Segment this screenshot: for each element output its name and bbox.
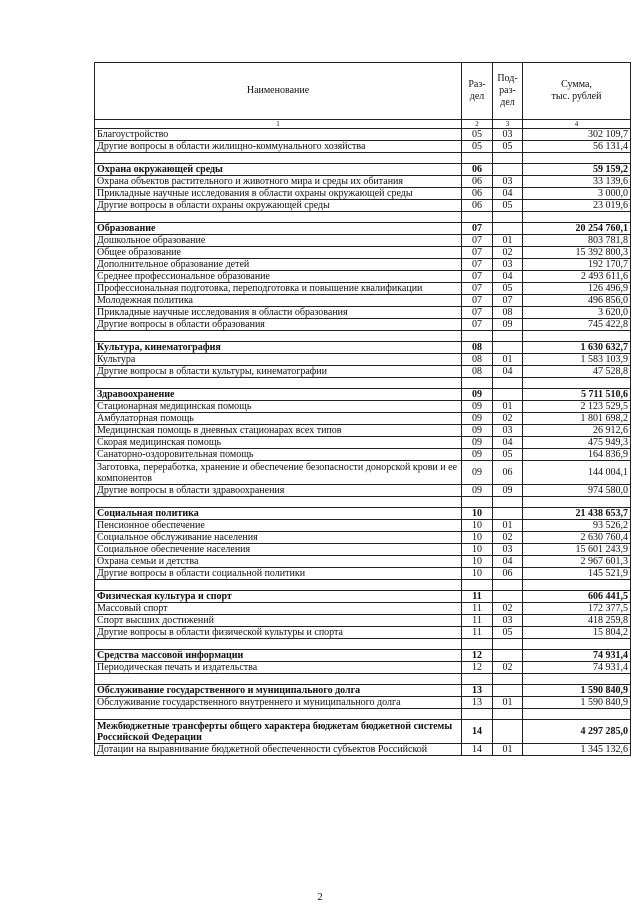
row-name: Профессиональная подготовка, переподготовка и повышение квалификации — [95, 283, 462, 295]
row-section-code: 07 — [462, 235, 493, 247]
empty-cell — [462, 639, 493, 650]
row-name: Обслуживание государственного и муниципального долга — [95, 685, 462, 697]
table-row — [95, 307, 631, 319]
row-amount: 26 912,6 — [523, 425, 631, 437]
row-name: Охрана семьи и детства — [95, 556, 462, 568]
table-row — [95, 425, 631, 437]
row-subsection-code: 05 — [493, 449, 523, 461]
empty-cell — [523, 580, 631, 591]
spacer-row — [95, 639, 631, 650]
empty-cell — [523, 212, 631, 223]
row-amount: 59 159,2 — [523, 164, 631, 176]
empty-cell — [462, 331, 493, 342]
empty-cell — [493, 153, 523, 164]
spacer-row — [95, 331, 631, 342]
table-row — [95, 556, 631, 568]
row-name: Прикладные научные исследования в области охраны окружающей среды — [95, 188, 462, 200]
row-section-code: 10 — [462, 508, 493, 520]
row-name: Другие вопросы в области образования — [95, 319, 462, 331]
row-amount: 1 590 840,9 — [523, 685, 631, 697]
table-row — [95, 485, 631, 497]
row-amount: 20 254 760,1 — [523, 223, 631, 235]
row-name: Социальная политика — [95, 508, 462, 520]
column-number: 3 — [493, 120, 523, 129]
row-name: Обслуживание государственного внутреннего и муниципального долга — [95, 697, 462, 709]
table-row — [95, 247, 631, 259]
row-amount: 1 583 103,9 — [523, 354, 631, 366]
empty-cell — [493, 497, 523, 508]
row-amount: 164 836,9 — [523, 449, 631, 461]
row-amount: 145 521,9 — [523, 568, 631, 580]
row-section-code: 10 — [462, 520, 493, 532]
row-amount: 606 441,5 — [523, 591, 631, 603]
row-subsection-code: 03 — [493, 544, 523, 556]
table-row — [95, 437, 631, 449]
empty-cell — [462, 212, 493, 223]
row-name: Благоустройство — [95, 129, 462, 141]
empty-cell — [95, 639, 462, 650]
row-name: Общее образование — [95, 247, 462, 259]
row-section-code: 13 — [462, 697, 493, 709]
row-section-code: 07 — [462, 223, 493, 235]
header-subsection: Под- раз- дел — [493, 63, 523, 120]
row-section-code: 09 — [462, 425, 493, 437]
row-amount: 93 526,2 — [523, 520, 631, 532]
budget-table — [94, 62, 631, 756]
table-row — [95, 461, 631, 485]
empty-cell — [462, 378, 493, 389]
empty-cell — [493, 331, 523, 342]
row-section-code: 10 — [462, 532, 493, 544]
section-total-row — [95, 342, 631, 354]
empty-cell — [95, 709, 462, 720]
header-amount: Сумма, тыс. рублей — [523, 63, 631, 120]
row-section-code: 12 — [462, 650, 493, 662]
row-name: Стационарная медицинская помощь — [95, 401, 462, 413]
row-subsection-code: 05 — [493, 627, 523, 639]
row-amount: 15 392 800,3 — [523, 247, 631, 259]
row-section-code: 06 — [462, 200, 493, 212]
row-amount: 4 297 285,0 — [523, 720, 631, 744]
section-total-row — [95, 685, 631, 697]
table-row — [95, 176, 631, 188]
row-section-code: 09 — [462, 461, 493, 485]
row-subsection-code: 01 — [493, 520, 523, 532]
row-section-code: 08 — [462, 342, 493, 354]
row-amount: 302 109,7 — [523, 129, 631, 141]
row-section-code: 07 — [462, 283, 493, 295]
row-amount: 1 345 132,6 — [523, 744, 631, 756]
row-name: Заготовка, переработка, хранение и обеспечение безопасности донорской крови и ее компонентов — [95, 461, 462, 485]
row-subsection-code — [493, 591, 523, 603]
row-amount: 1 590 840,9 — [523, 697, 631, 709]
row-name: Межбюджетные трансферты общего характера бюджетам бюджетной системы Российской Федерации — [95, 720, 462, 744]
row-amount: 56 131,4 — [523, 141, 631, 153]
row-name: Дотации на выравнивание бюджетной обеспеченности субъектов Российской — [95, 744, 462, 756]
row-subsection-code: 04 — [493, 188, 523, 200]
table-row — [95, 295, 631, 307]
row-subsection-code — [493, 720, 523, 744]
row-name: Другие вопросы в области социальной политики — [95, 568, 462, 580]
row-amount: 74 931,4 — [523, 650, 631, 662]
row-section-code: 05 — [462, 129, 493, 141]
row-name: Здравоохранение — [95, 389, 462, 401]
row-subsection-code: 03 — [493, 425, 523, 437]
row-subsection-code: 03 — [493, 129, 523, 141]
row-section-code: 09 — [462, 449, 493, 461]
row-subsection-code: 01 — [493, 744, 523, 756]
row-name: Культура, кинематография — [95, 342, 462, 354]
row-name: Другие вопросы в области здравоохранения — [95, 485, 462, 497]
row-subsection-code: 04 — [493, 437, 523, 449]
row-amount: 21 438 653,7 — [523, 508, 631, 520]
row-amount: 126 496,9 — [523, 283, 631, 295]
row-amount: 3 620,0 — [523, 307, 631, 319]
row-section-code: 09 — [462, 389, 493, 401]
row-name: Молодежная политика — [95, 295, 462, 307]
table-row — [95, 319, 631, 331]
empty-cell — [462, 580, 493, 591]
empty-cell — [523, 674, 631, 685]
row-amount: 33 139,6 — [523, 176, 631, 188]
row-amount: 496 856,0 — [523, 295, 631, 307]
row-section-code: 09 — [462, 485, 493, 497]
row-amount: 418 259,8 — [523, 615, 631, 627]
empty-cell — [462, 674, 493, 685]
row-subsection-code: 02 — [493, 247, 523, 259]
spacer-row — [95, 378, 631, 389]
row-subsection-code: 02 — [493, 532, 523, 544]
table-row — [95, 401, 631, 413]
table-row — [95, 271, 631, 283]
row-section-code: 13 — [462, 685, 493, 697]
row-name: Прикладные научные исследования в области образования — [95, 307, 462, 319]
row-name: Охрана объектов растительного и животного мира и среды их обитания — [95, 176, 462, 188]
row-section-code: 07 — [462, 247, 493, 259]
row-subsection-code — [493, 389, 523, 401]
section-total-row — [95, 591, 631, 603]
row-amount: 15 601 243,9 — [523, 544, 631, 556]
row-amount: 74 931,4 — [523, 662, 631, 674]
row-name: Средства массовой информации — [95, 650, 462, 662]
row-name: Периодическая печать и издательства — [95, 662, 462, 674]
row-section-code: 05 — [462, 141, 493, 153]
table-row — [95, 662, 631, 674]
row-subsection-code: 05 — [493, 200, 523, 212]
empty-cell — [493, 580, 523, 591]
row-section-code: 11 — [462, 615, 493, 627]
row-name: Дошкольное образование — [95, 235, 462, 247]
row-name: Массовый спорт — [95, 603, 462, 615]
row-section-code: 06 — [462, 176, 493, 188]
row-subsection-code: 08 — [493, 307, 523, 319]
row-name: Медицинская помощь в дневных стационарах всех типов — [95, 425, 462, 437]
table-row — [95, 520, 631, 532]
row-amount: 172 377,5 — [523, 603, 631, 615]
header-name: Наименование — [95, 63, 462, 120]
row-section-code: 06 — [462, 164, 493, 176]
row-subsection-code — [493, 164, 523, 176]
row-subsection-code: 03 — [493, 615, 523, 627]
row-section-code: 14 — [462, 744, 493, 756]
row-name: Амбулаторная помощь — [95, 413, 462, 425]
row-subsection-code: 01 — [493, 697, 523, 709]
row-section-code: 08 — [462, 366, 493, 378]
row-section-code: 09 — [462, 401, 493, 413]
row-amount: 15 804,2 — [523, 627, 631, 639]
row-amount: 5 711 510,6 — [523, 389, 631, 401]
column-number-row — [95, 120, 631, 129]
section-total-row — [95, 164, 631, 176]
section-total-row — [95, 389, 631, 401]
row-name: Образование — [95, 223, 462, 235]
row-amount: 23 019,6 — [523, 200, 631, 212]
empty-cell — [462, 153, 493, 164]
column-number: 1 — [95, 120, 462, 129]
row-name: Другие вопросы в области охраны окружающей среды — [95, 200, 462, 212]
row-section-code: 09 — [462, 437, 493, 449]
row-section-code: 07 — [462, 307, 493, 319]
empty-cell — [523, 709, 631, 720]
row-name: Спорт высших достижений — [95, 615, 462, 627]
row-name: Социальное обеспечение населения — [95, 544, 462, 556]
row-name: Социальное обслуживание населения — [95, 532, 462, 544]
empty-cell — [523, 153, 631, 164]
section-total-row — [95, 508, 631, 520]
row-subsection-code: 02 — [493, 413, 523, 425]
table-row — [95, 413, 631, 425]
empty-cell — [493, 378, 523, 389]
row-subsection-code — [493, 342, 523, 354]
budget-table-body — [95, 63, 631, 756]
row-subsection-code: 06 — [493, 461, 523, 485]
row-name: Дополнительное образование детей — [95, 259, 462, 271]
row-subsection-code: 09 — [493, 319, 523, 331]
row-section-code: 07 — [462, 271, 493, 283]
table-row — [95, 449, 631, 461]
row-subsection-code: 05 — [493, 283, 523, 295]
column-number: 2 — [462, 120, 493, 129]
row-subsection-code: 03 — [493, 259, 523, 271]
row-section-code: 08 — [462, 354, 493, 366]
table-row — [95, 200, 631, 212]
row-amount: 3 000,0 — [523, 188, 631, 200]
row-subsection-code: 06 — [493, 568, 523, 580]
empty-cell — [493, 709, 523, 720]
row-name: Культура — [95, 354, 462, 366]
empty-cell — [523, 331, 631, 342]
table-row — [95, 235, 631, 247]
table-row — [95, 627, 631, 639]
section-total-row — [95, 720, 631, 744]
row-subsection-code: 09 — [493, 485, 523, 497]
row-amount: 1 801 698,2 — [523, 413, 631, 425]
empty-cell — [493, 639, 523, 650]
row-name: Другие вопросы в области жилищно-коммунального хозяйства — [95, 141, 462, 153]
table-row — [95, 259, 631, 271]
row-subsection-code: 04 — [493, 271, 523, 283]
spacer-row — [95, 674, 631, 685]
row-name: Другие вопросы в области физической культуры и спорта — [95, 627, 462, 639]
empty-cell — [95, 378, 462, 389]
row-section-code: 11 — [462, 603, 493, 615]
table-row — [95, 697, 631, 709]
row-section-code: 09 — [462, 413, 493, 425]
row-amount: 2 123 529,5 — [523, 401, 631, 413]
row-section-code: 06 — [462, 188, 493, 200]
row-name: Другие вопросы в области культуры, кинематографии — [95, 366, 462, 378]
row-subsection-code: 04 — [493, 366, 523, 378]
row-section-code: 11 — [462, 591, 493, 603]
row-name: Физическая культура и спорт — [95, 591, 462, 603]
empty-cell — [523, 639, 631, 650]
row-amount: 144 004,1 — [523, 461, 631, 485]
row-subsection-code — [493, 650, 523, 662]
row-amount: 1 630 632,7 — [523, 342, 631, 354]
empty-cell — [523, 497, 631, 508]
empty-cell — [523, 378, 631, 389]
row-amount: 192 170,7 — [523, 259, 631, 271]
row-name: Пенсионное обеспечение — [95, 520, 462, 532]
column-number: 4 — [523, 120, 631, 129]
table-row — [95, 141, 631, 153]
empty-cell — [493, 212, 523, 223]
row-section-code: 11 — [462, 627, 493, 639]
empty-cell — [95, 331, 462, 342]
row-name: Санаторно-оздоровительная помощь — [95, 449, 462, 461]
row-section-code: 07 — [462, 295, 493, 307]
row-subsection-code: 01 — [493, 401, 523, 413]
row-amount: 475 949,3 — [523, 437, 631, 449]
row-subsection-code: 04 — [493, 556, 523, 568]
row-subsection-code — [493, 508, 523, 520]
empty-cell — [95, 212, 462, 223]
table-row — [95, 615, 631, 627]
row-section-code: 10 — [462, 544, 493, 556]
row-name: Среднее профессиональное образование — [95, 271, 462, 283]
section-total-row — [95, 223, 631, 235]
empty-cell — [462, 497, 493, 508]
empty-cell — [462, 709, 493, 720]
table-row — [95, 744, 631, 756]
row-subsection-code: 01 — [493, 354, 523, 366]
table-row — [95, 129, 631, 141]
table-row — [95, 366, 631, 378]
row-amount: 2 967 601,3 — [523, 556, 631, 568]
table-row — [95, 283, 631, 295]
spacer-row — [95, 497, 631, 508]
table-row — [95, 354, 631, 366]
table-header-row — [95, 63, 631, 120]
row-section-code: 07 — [462, 259, 493, 271]
table-row — [95, 544, 631, 556]
table-row — [95, 603, 631, 615]
row-name: Скорая медицинская помощь — [95, 437, 462, 449]
empty-cell — [493, 674, 523, 685]
row-name: Охрана окружающей среды — [95, 164, 462, 176]
row-section-code: 10 — [462, 568, 493, 580]
empty-cell — [95, 580, 462, 591]
row-subsection-code: 07 — [493, 295, 523, 307]
spacer-row — [95, 580, 631, 591]
spacer-row — [95, 153, 631, 164]
row-subsection-code: 05 — [493, 141, 523, 153]
table-row — [95, 532, 631, 544]
table-row — [95, 188, 631, 200]
empty-cell — [95, 674, 462, 685]
empty-cell — [95, 497, 462, 508]
row-amount: 2 630 760,4 — [523, 532, 631, 544]
row-amount: 47 528,8 — [523, 366, 631, 378]
row-subsection-code: 03 — [493, 176, 523, 188]
spacer-row — [95, 212, 631, 223]
table-row — [95, 568, 631, 580]
row-amount: 803 781,8 — [523, 235, 631, 247]
row-subsection-code — [493, 223, 523, 235]
row-section-code: 10 — [462, 556, 493, 568]
row-section-code: 12 — [462, 662, 493, 674]
row-section-code: 07 — [462, 319, 493, 331]
header-section: Раз- дел — [462, 63, 493, 120]
row-subsection-code: 02 — [493, 662, 523, 674]
row-subsection-code — [493, 685, 523, 697]
page-number: 2 — [317, 891, 323, 903]
row-subsection-code: 01 — [493, 235, 523, 247]
empty-cell — [95, 153, 462, 164]
row-section-code: 14 — [462, 720, 493, 744]
spacer-row — [95, 709, 631, 720]
row-amount: 974 580,0 — [523, 485, 631, 497]
row-amount: 745 422,8 — [523, 319, 631, 331]
section-total-row — [95, 650, 631, 662]
row-amount: 2 493 611,6 — [523, 271, 631, 283]
row-subsection-code: 02 — [493, 603, 523, 615]
